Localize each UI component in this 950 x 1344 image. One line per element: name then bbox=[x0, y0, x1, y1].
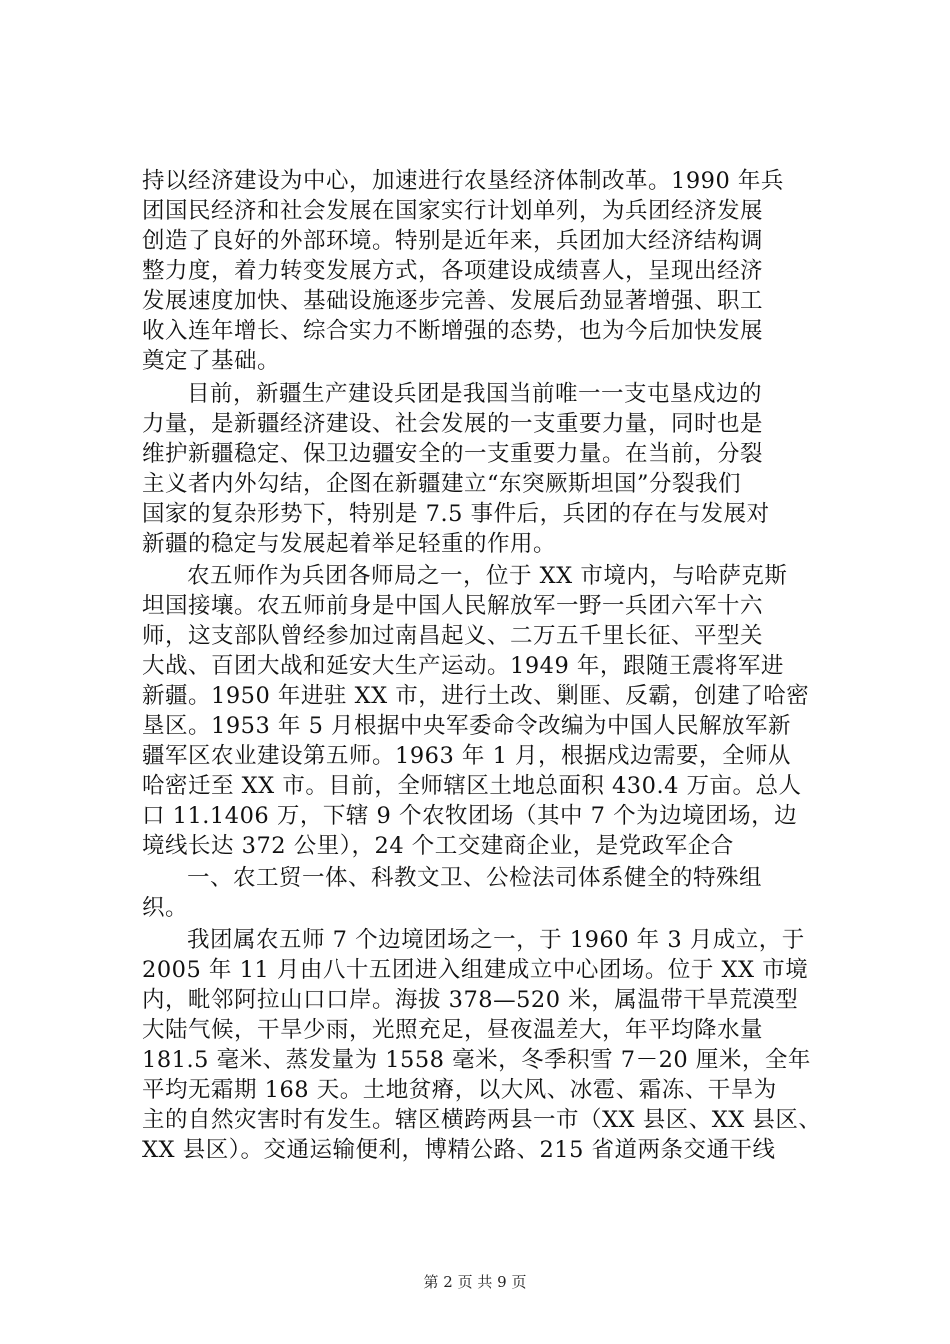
text-line: 坦国接壤。农五师前身是中国人民解放军一野一兵团六军十六 bbox=[142, 593, 764, 619]
text-line: 境线长达 372 公里），24 个工交建商企业，是党政军企合 bbox=[142, 833, 734, 859]
text-line: XX 县区）。交通运输便利，博精公路、215 省道两条交通干线 bbox=[142, 1137, 776, 1163]
text-line: 奠定了基础。 bbox=[142, 348, 281, 374]
page-number-label: 第 2 页 共 9 页 bbox=[423, 1273, 527, 1291]
text-line: 团国民经济和社会发展在国家实行计划单列，为兵团经济发展 bbox=[142, 198, 764, 224]
text-line: 垦区。1953 年 5 月根据中央军委命令改编为中国人民解放军新 bbox=[142, 713, 792, 739]
text-line: 新疆。1950 年进驻 XX 市，进行土改、剿匪、反霸，创建了哈密 bbox=[142, 683, 810, 709]
text-line: 2005 年 11 月由八十五团进入组建成立中心团场。位于 XX 市境 bbox=[142, 957, 809, 983]
text-line: 维护新疆稳定、保卫边疆安全的一支重要力量。在当前，分裂 bbox=[142, 441, 764, 467]
text-line: 创造了良好的外部环境。特别是近年来，兵团加大经济结构调 bbox=[142, 228, 764, 254]
text-line: 181.5 毫米、蒸发量为 1558 毫米，冬季积雪 7－20 厘米，全年 bbox=[142, 1047, 811, 1073]
text-line: 口 11.1406 万，下辖 9 个农牧团场（其中 7 个为边境团场，边 bbox=[142, 803, 798, 829]
text-line: 织。 bbox=[142, 895, 189, 921]
text-line: 师，这支部队曾经参加过南昌起义、二万五千里长征、平型关 bbox=[142, 623, 764, 649]
text-line: 主义者内外勾结，企图在新疆建立“东突厥斯坦国”分裂我们 bbox=[142, 471, 742, 497]
paragraph-first-line: 农五师作为兵团各师局之一，位于 XX 市境内，与哈萨克斯 bbox=[187, 563, 788, 589]
page-footer bbox=[0, 1272, 950, 1292]
paragraph-first-line: 我团属农五师 7 个边境团场之一，于 1960 年 3 月成立，于 bbox=[187, 927, 805, 953]
text-line: 持以经济建设为中心，加速进行农垦经济体制改革。1990 年兵 bbox=[142, 168, 784, 194]
text-line: 收入连年增长、综合实力不断增强的态势，也为今后加快发展 bbox=[142, 318, 764, 344]
text-line: 力量，是新疆经济建设、社会发展的一支重要力量，同时也是 bbox=[142, 411, 764, 437]
text-line: 平均无霜期 168 天。土地贫瘠，以大风、冰雹、霜冻、干旱为 bbox=[142, 1077, 777, 1103]
text-line: 新疆的稳定与发展起着举足轻重的作用。 bbox=[142, 531, 557, 557]
paragraph-first-line: 一、农工贸一体、科教文卫、公检法司体系健全的特殊组 bbox=[187, 865, 763, 891]
text-line: 大战、百团大战和延安大生产运动。1949 年，跟随王震将军进 bbox=[142, 653, 784, 679]
text-line: 内，毗邻阿拉山口口岸。海拔 378—520 米，属温带干旱荒漠型 bbox=[142, 987, 799, 1013]
text-line: 主的自然灾害时有发生。辖区横跨两县一市（XX 县区、XX 县区、 bbox=[142, 1107, 822, 1133]
text-line: 哈密迁至 XX 市。目前，全师辖区土地总面积 430.4 万亩。总人 bbox=[142, 773, 802, 799]
text-line: 大陆气候，干旱少雨，光照充足，昼夜温差大，年平均降水量 bbox=[142, 1017, 764, 1043]
text-line: 国家的复杂形势下，特别是 7.5 事件后，兵团的存在与发展对 bbox=[142, 501, 770, 527]
text-line: 发展速度加快、基础设施逐步完善、发展后劲显著增强、职工 bbox=[142, 288, 764, 314]
text-line: 疆军区农业建设第五师。1963 年 1 月，根据戍边需要，全师从 bbox=[142, 743, 792, 769]
paragraph-first-line: 目前，新疆生产建设兵团是我国当前唯一一支屯垦戍边的 bbox=[187, 381, 763, 407]
text-line: 整力度，着力转变发展方式，各项建设成绩喜人，呈现出经济 bbox=[142, 258, 764, 284]
